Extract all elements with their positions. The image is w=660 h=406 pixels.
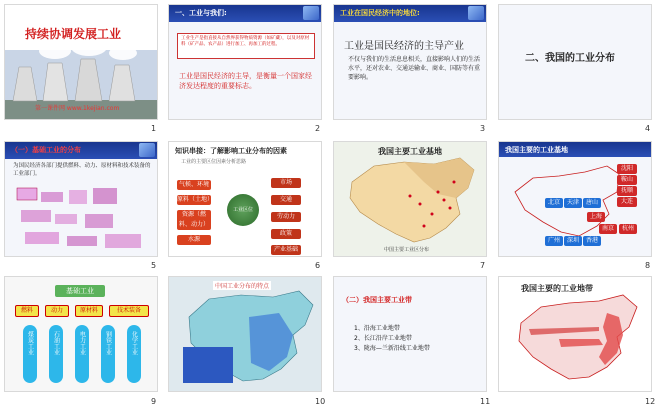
- slide-5-header: （一）基础工业的分布: [11, 146, 81, 154]
- china-distribution-map: [169, 277, 322, 392]
- slide-thumbnail-4[interactable]: [498, 4, 652, 120]
- slide-thumbnail-5[interactable]: [4, 141, 158, 257]
- slide-number-1: 1: [151, 124, 157, 133]
- slide-3-banner: [334, 5, 486, 22]
- label-tianjin: 天津: [564, 198, 582, 208]
- slide-number-8: 8: [645, 261, 651, 270]
- slide-number-6: 6: [315, 261, 321, 270]
- slide-9-col-chemical-label: 化学工业: [130, 331, 138, 355]
- slide-4-title: 二、我国的工业分布: [525, 53, 615, 64]
- slide-11-item-1: 1、沿海工业地带: [354, 325, 400, 332]
- slide-2-definition-text: 工业生产是指直接从自然界获得物质资源（如矿藏），以及对原材料（矿产品、农产品）进行加工、再加工的过程。: [181, 36, 310, 47]
- slide-9-power: 动力: [45, 305, 69, 317]
- slide-6-header: 知识串接：了解影响工业分布的因素: [175, 147, 287, 155]
- slide-9-col-power-label: 电力工业: [78, 331, 86, 355]
- slide-thumbnail-11[interactable]: [333, 276, 487, 392]
- slide-2-statement: 工业是国民经济的主导，是衡量一个国家经济发达程度的重要标志。: [179, 72, 312, 90]
- factor-industrial-base: 产业基础: [271, 245, 301, 255]
- slide-5-paragraph: 为国民经济各部门提供燃料、动力、原材料和技术装备的工业部门。: [13, 163, 151, 177]
- slide-2-header: 一、工业与我们:: [175, 9, 227, 17]
- label-shenyang: 沈阳: [617, 164, 637, 174]
- slide-number-9: 9: [151, 397, 157, 406]
- slide-2-definition-box: [177, 33, 315, 59]
- label-tangshan: 唐山: [583, 198, 601, 208]
- slide-3-corner-icon: [468, 6, 484, 20]
- factor-policy: 政策: [271, 229, 301, 239]
- slide-number-2: 2: [315, 124, 321, 133]
- industry-illustrations: [5, 142, 158, 257]
- factor-center-label: 工业区位: [232, 207, 253, 213]
- factor-labor: 劳动力: [271, 212, 301, 222]
- label-anshan: 鞍山: [617, 175, 637, 185]
- slide-6-subheader: 工业的主要区位因素分析思路: [181, 159, 247, 165]
- slide-thumbnail-12[interactable]: [498, 276, 652, 392]
- factor-land: 原料（土地）: [177, 196, 214, 203]
- slide-9-col-chemical: [127, 325, 141, 383]
- slide-thumbnail-10[interactable]: [168, 276, 322, 392]
- industrial-belt-map: [499, 277, 652, 392]
- slide-11-item-3: 3、陇海—兰新沿线工业地带: [354, 345, 430, 352]
- label-hangzhou: 杭州: [619, 224, 637, 234]
- slide-9-col-coal-label: 煤炭工业: [26, 331, 34, 355]
- label-beijing: 北京: [545, 198, 563, 208]
- slide-9-col-oil-label: 石油工业: [52, 331, 60, 355]
- slide-9-col-coal: [23, 325, 37, 383]
- slide-7-title: 我国主要工业基地: [378, 147, 442, 156]
- slide-thumbnail-6[interactable]: [168, 141, 322, 257]
- slide-9-col-steel-label: 钢铁工业: [104, 331, 112, 355]
- slide-number-11: 11: [480, 397, 491, 406]
- factor-transport: 交通: [271, 195, 301, 205]
- label-shanghai: 上海: [587, 212, 605, 222]
- slide-number-3: 3: [480, 124, 486, 133]
- slide-1-subtitle: 第一课件网 www.1kejian.com: [35, 105, 120, 112]
- label-fushun: 抚顺: [617, 186, 637, 196]
- factor-water: 水源: [177, 235, 211, 245]
- slide-thumbnail-3[interactable]: [333, 4, 487, 120]
- slide-number-10: 10: [315, 397, 326, 406]
- slide-2-corner-icon: [303, 6, 319, 20]
- slide-2-banner: [169, 5, 321, 22]
- slide-9-top-label: 基础工业: [55, 285, 105, 297]
- slide-3-paragraph: 不仅与我们的生活息息相关，直接影响人们的生活水平，还对农业、交通运输业、商业、国防等有重要影响。: [348, 56, 481, 81]
- slide-9-col-steel: [101, 325, 115, 383]
- slide-9-fuel: 燃料: [15, 305, 39, 317]
- slide-thumbnail-7[interactable]: [333, 141, 487, 257]
- label-guangzhou: 广州: [545, 236, 563, 246]
- slide-9-col-power: [75, 325, 89, 383]
- label-dalian: 大连: [617, 197, 637, 207]
- slide-9-col-oil: [49, 325, 63, 383]
- slide-thumbnail-1[interactable]: [4, 4, 158, 120]
- factor-market: 市场: [271, 178, 301, 188]
- slide-number-4: 4: [645, 124, 651, 133]
- slide-3-header: 工业在国民经济中的地位:: [340, 9, 420, 17]
- slide-9-equipment: 技术装备: [109, 305, 149, 317]
- slide-7-caption: 中国主要工业区分布: [384, 247, 430, 253]
- slide-number-5: 5: [151, 261, 157, 270]
- slide-number-7: 7: [480, 261, 486, 270]
- slide-thumbnail-2[interactable]: [168, 4, 322, 120]
- factor-climate: 气候、环境: [178, 181, 209, 188]
- china-industrial-map: [334, 142, 487, 257]
- slide-11-item-2: 2、长江沿岸工业地带: [354, 335, 412, 342]
- label-shenzhen: 深圳: [564, 236, 582, 246]
- slide-12-title: 我国主要的工业地带: [521, 284, 593, 293]
- slide-thumbnail-8[interactable]: [498, 141, 652, 257]
- slide-1-title: 持续协调发展工业: [25, 27, 122, 41]
- slide-3-big-text: 工业是国民经济的主导产业: [344, 41, 464, 52]
- slide-11-header: （二）我国主要工业带: [342, 296, 412, 304]
- label-hongkong: 香港: [583, 236, 601, 246]
- slide-thumbnail-9[interactable]: [4, 276, 158, 392]
- slide-number-12: 12: [645, 397, 656, 406]
- label-nanjing: 南京: [599, 224, 617, 234]
- slide-9-raw-materials: 原材料: [75, 305, 103, 317]
- slide-10-title: 中国工业分布的特点: [215, 283, 270, 290]
- slide-8-title: 我国主要的工业基地: [505, 146, 568, 154]
- factor-fuel-power: 资源（燃料、动力）: [178, 211, 209, 228]
